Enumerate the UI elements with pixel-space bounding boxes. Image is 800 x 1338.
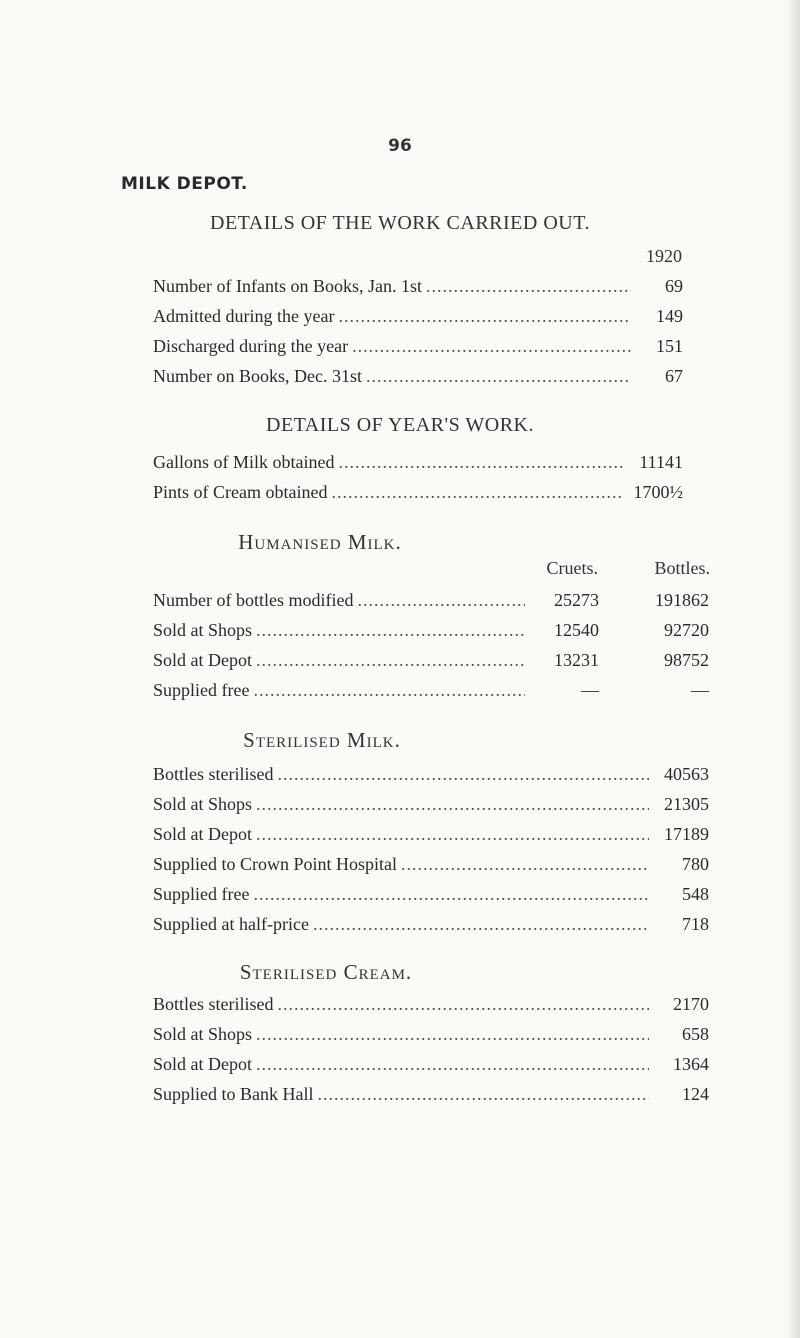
row-value: 149 [656,306,683,326]
table-row [153,680,709,706]
row-value: 17189 [664,824,709,844]
leader-dots [256,650,525,671]
sterilised-milk-heading: Sterilised Milk. [243,728,401,752]
row-label: Supplied at half-price [153,914,309,934]
table-row [153,306,683,332]
leader-dots [256,1054,649,1075]
leader-dots [338,306,631,327]
table-row [153,452,683,478]
row-value: 2170 [673,994,709,1014]
row-value: 548 [682,884,709,904]
row-value: 69 [665,276,683,296]
table-row [153,914,709,940]
table-row [153,366,683,392]
row-value: 21305 [664,794,709,814]
cruets-value: 12540 [554,620,599,640]
leader-dots [426,276,631,297]
leader-dots [256,1024,649,1045]
table-row [153,1054,709,1080]
row-value: 1700½ [633,482,683,502]
table-row [153,994,709,1020]
table-row [153,276,683,302]
work-carried-out-heading: DETAILS OF THE WORK CARRIED OUT. [210,212,590,234]
leader-dots [338,452,623,473]
row-label: Supplied to Crown Point Hospital [153,854,398,874]
row-label: Supplied to Bank Hall [153,1084,314,1104]
leader-dots [278,764,650,785]
bottles-value: — [691,680,709,700]
table-row [153,764,709,790]
cruets-value: 25273 [554,590,599,610]
leader-dots [318,1084,650,1105]
row-value: 780 [682,854,709,874]
sterilised-cream-heading: Sterilised Cream. [239,960,413,984]
row-label: Sold at Shops [153,794,253,814]
row-label: Sold at Depot [153,1054,252,1074]
row-value: 11141 [639,452,683,472]
row-label: Sold at Shops [153,620,253,640]
leader-dots [253,680,525,701]
table-row [153,650,709,676]
table-row [153,590,709,616]
table-row [153,482,683,508]
row-label: Number on Books, Dec. 31st [153,366,362,386]
table-row [153,884,709,910]
row-label: Sold at Depot [153,824,252,844]
row-label: Discharged during the year [153,336,349,356]
row-value: 124 [682,1084,709,1104]
row-label: Pints of Cream obtained [153,482,328,502]
table-row [153,1084,709,1110]
bottles-value: 98752 [664,650,709,670]
table-row [153,824,709,850]
row-label: Bottles sterilised [153,764,274,784]
row-label: Admitted during the year [153,306,335,326]
cruets-column-header: Cruets. [546,558,598,578]
year-column-header: 1920 [646,246,682,266]
table-row [153,854,709,880]
cruets-value: 13231 [554,650,599,670]
row-value: 151 [656,336,683,356]
department-title: MILK DEPOT. [121,174,248,194]
page-number: 96 [388,136,412,156]
row-label: Sold at Depot [153,650,252,670]
bottles-column-header: Bottles. [654,558,710,578]
row-label: Number of bottles modified [153,590,354,610]
leader-dots [313,914,649,935]
leader-dots [352,336,631,357]
cruets-value: — [581,680,599,700]
row-value: 718 [682,914,709,934]
row-value: 67 [665,366,683,386]
table-row [153,620,709,646]
leader-dots [253,884,649,905]
table-row [153,336,683,362]
row-label: Supplied free [153,680,250,700]
page-edge-shadow [786,0,800,1338]
row-label: Number of Infants on Books, Jan. 1st [153,276,422,296]
humanised-milk-heading: Humanised Milk. [238,530,402,554]
row-label: Supplied free [153,884,250,904]
leader-dots [366,366,631,387]
leader-dots [401,854,649,875]
leader-dots [256,824,649,845]
table-row [153,794,709,820]
row-label: Bottles sterilised [153,994,274,1014]
years-work-heading: DETAILS OF YEAR'S WORK. [266,414,534,436]
leader-dots [256,620,525,641]
bottles-value: 191862 [655,590,709,610]
leader-dots [331,482,623,503]
leader-dots [357,590,525,611]
table-row [153,1024,709,1050]
leader-dots [278,994,650,1015]
leader-dots [256,794,649,815]
row-value: 1364 [673,1054,709,1074]
row-label: Gallons of Milk obtained [153,452,335,472]
bottles-value: 92720 [664,620,709,640]
row-value: 658 [682,1024,709,1044]
row-label: Sold at Shops [153,1024,253,1044]
row-value: 40563 [664,764,709,784]
